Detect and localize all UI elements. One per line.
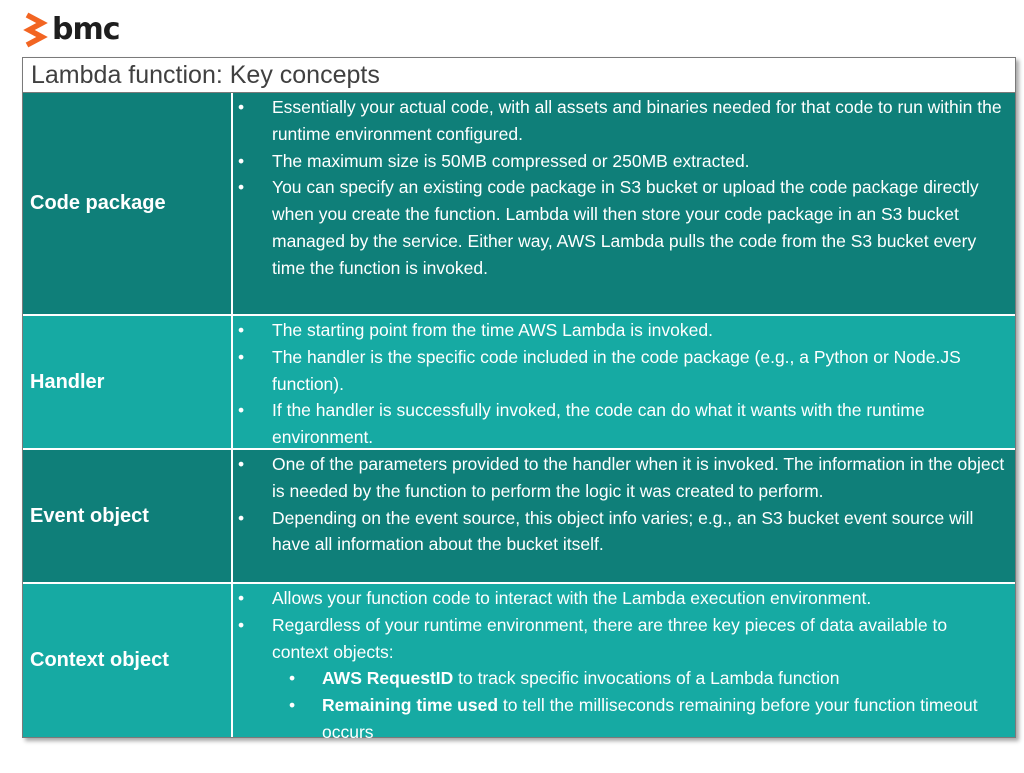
sub-item-text: to stream log statements to Amazon CloudWatch xyxy=(391,748,775,769)
sub-item-term: Remaining time used xyxy=(322,695,499,716)
list-item: • Allows your function code to interact with the Lambda execution environment. xyxy=(233,585,1007,612)
bmc-logo-icon xyxy=(22,12,50,48)
brand-name: bmc xyxy=(52,12,120,47)
row-label: Context object xyxy=(23,584,233,737)
row-handler xyxy=(23,316,1015,450)
list-item: • You can specify an existing code package in S3 bucket or upload the code package directly when you create the function. Lambda will then store your code package in an S3 bucket managed by the service. Either way, AWS Lambda pulls the code from the S3 bucket every time the function is invoked. xyxy=(233,174,1007,281)
sub-list-item xyxy=(233,746,1007,773)
list-item: • Essentially your actual code, with all assets and binaries needed for that code to run within the runtime environment configured. xyxy=(233,94,1007,148)
table-title: Lambda function: Key concepts xyxy=(23,58,1015,93)
row-content xyxy=(233,584,1015,769)
list-item: • The starting point from the time AWS Lambda is invoked. xyxy=(233,317,1007,344)
list-item: • Regardless of your runtime environment, there are three key pieces of data available to context objects: xyxy=(233,612,1007,666)
row-content xyxy=(233,450,1015,582)
sub-list-item xyxy=(233,692,1007,746)
row-content xyxy=(233,316,1015,448)
sub-item-term: Logging xyxy=(322,748,392,769)
list-item: • The maximum size is 50MB compressed or 250MB extracted. xyxy=(233,148,1007,175)
bmc-logo xyxy=(22,10,120,50)
sub-item-term: AWS RequestID xyxy=(322,668,454,689)
sub-list-item xyxy=(233,665,1007,692)
row-label: Handler xyxy=(23,316,233,448)
row-label: Event object xyxy=(23,450,233,582)
key-concepts-table xyxy=(22,57,1016,769)
list-item: • Depending on the event source, this object info varies; e.g., an S3 bucket event source will have all information about the bucket itself. xyxy=(233,505,1007,559)
row-code-package xyxy=(23,93,1015,316)
list-item: • One of the parameters provided to the handler when it is invoked. The information in the object is needed by the function to perform the logic it was created to perform. xyxy=(233,451,1007,505)
row-content xyxy=(233,93,1015,314)
list-item: • The handler is the specific code included in the code package (e.g., a Python or Node.JS function). xyxy=(233,344,1007,398)
row-context-object xyxy=(23,584,1015,769)
row-label: Code package xyxy=(23,93,233,314)
list-item: • If the handler is successfully invoked, the code can do what it wants with the runtime environment. xyxy=(233,397,1007,451)
sub-item-text: to tell the milliseconds remaining before your function timeout occurs xyxy=(322,695,978,742)
row-event-object xyxy=(23,450,1015,584)
sub-item-text: to track specific invocations of a Lambda function xyxy=(453,668,840,689)
